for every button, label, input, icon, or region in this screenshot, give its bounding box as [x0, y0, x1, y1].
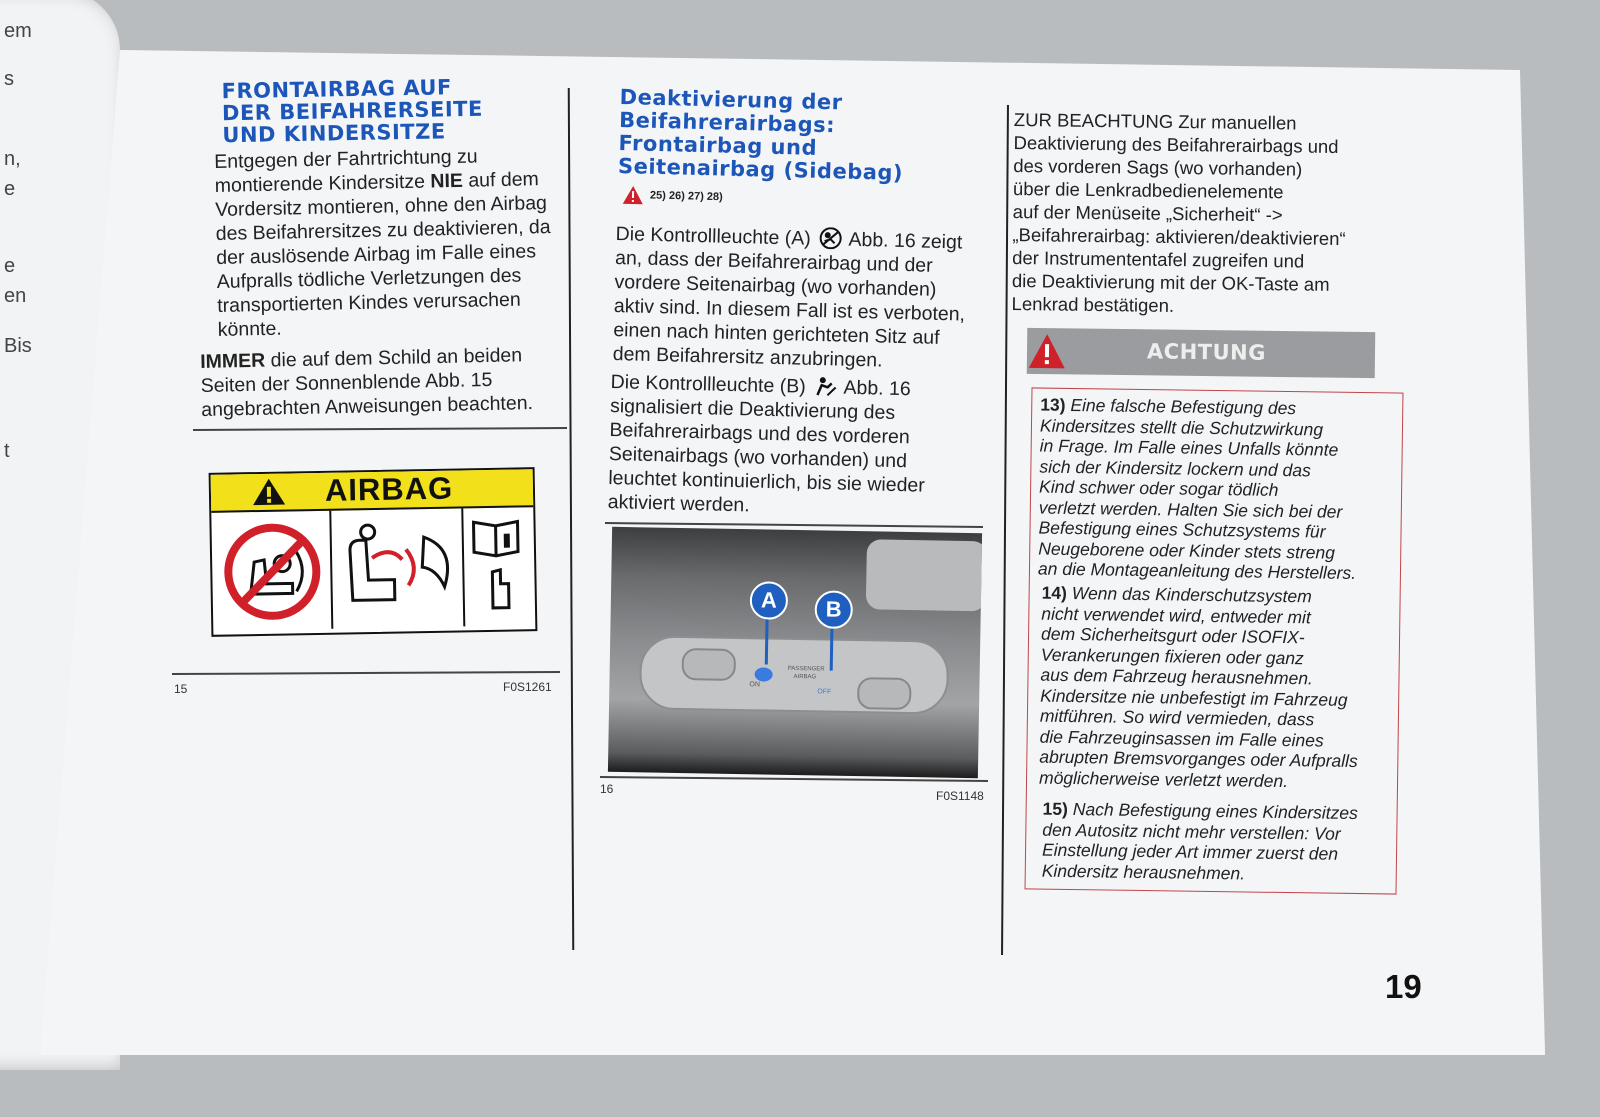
text-line: der auslösende Airbag im Falle eines: [216, 240, 537, 269]
text-line: Die Kontrollleuchte (A) Abb. 16 zeigt: [615, 222, 963, 254]
text-line: Befestigung eines Schutzsystems für: [1038, 517, 1326, 542]
text-line: Einstellung jeder Art immer zuerst den: [1041, 839, 1339, 864]
text-line: Lenkrad bestätigen.: [1011, 292, 1175, 316]
page-number: 19: [1385, 968, 1422, 1005]
red-warning-triangle-icon: [622, 185, 644, 206]
text-line: verletzt werden. Halten Sie sich bei der: [1038, 497, 1343, 522]
col2-paragraph-2: [607, 370, 927, 522]
text-line: Vordersitz montieren, ohne den Airbag: [215, 192, 548, 221]
text-line: aktiv sind. In diesem Fall ist es verboten,: [613, 294, 966, 326]
text-line: 13) Eine falsche Befestigung des: [1040, 394, 1297, 419]
text-line: der Instrumententafel zugreifen und: [1012, 246, 1305, 272]
airbag-label: AIRBAG: [793, 673, 817, 681]
edge-fragment: e: [4, 178, 16, 200]
overhead-console-photo: [608, 527, 982, 778]
edge-fragment: n,: [4, 148, 21, 170]
text-line: an, dass der Beifahrerairbag und der: [614, 246, 933, 277]
col1-paragraph-2: [200, 343, 533, 422]
text-line: signalisiert die Deaktivierung des: [609, 394, 896, 424]
figure-number: 15: [174, 682, 188, 696]
text-line: aus dem Fahrzeug herausnehmen.: [1040, 664, 1314, 689]
book-manual-icon: [463, 507, 531, 626]
achtung-title: ACHTUNG: [1146, 339, 1267, 365]
airbag-on-lamp: [754, 667, 772, 681]
col2-heading: [618, 86, 905, 185]
text-line: Kind schwer oder sogar tödlich: [1038, 476, 1279, 500]
text-line: ZUR BEACHTUNG Zur manuellen: [1013, 108, 1297, 134]
marker-a: A: [750, 581, 789, 620]
no-rear-facing-seat-cell: [211, 511, 333, 631]
red-warning-triangle-icon: [1027, 332, 1067, 370]
warning-14: [1039, 583, 1360, 792]
text-line: vordere Seitenairbag (wo vorhanden): [614, 270, 937, 301]
warning-box: [1025, 387, 1404, 894]
text-line: Seitenairbags (wo vorhanden) und: [608, 442, 908, 473]
label-title: AIRBAG: [324, 470, 454, 508]
text-line: sich der Kindersitz lockern und das: [1039, 456, 1311, 480]
airbag-deploy-icon: [331, 508, 463, 628]
text-line: an die Montageanleitung des Herstellers.: [1037, 558, 1357, 583]
figure-code: F0S1148: [936, 789, 984, 803]
warning-triangle-icon: [251, 476, 288, 507]
figure-number: 16: [600, 782, 614, 796]
passenger-label: PASSENGER: [787, 665, 825, 673]
text-line: auf der Menüseite „Sicherheit“ ->: [1012, 200, 1283, 226]
text-line: leuchtet kontinuierlich, bis sie wieder: [608, 466, 926, 497]
text-line: die Fahrzeuginsassen im Falle eines: [1039, 726, 1324, 751]
text-line: Entgegen der Fahrtrichtung zu: [214, 145, 478, 173]
edge-fragment: en: [4, 285, 27, 307]
edge-fragment: e: [4, 255, 16, 277]
col1-heading-line: FRONTAIRBAG AUF: [221, 75, 452, 104]
text-line: montierende Kindersitze NIE auf dem: [214, 168, 540, 197]
text-line: Neugeborene oder Kinder stets streng: [1038, 538, 1336, 563]
off-lamp-label: OFF: [817, 688, 832, 696]
sos-button: [682, 648, 737, 681]
text-line: aktiviert werden.: [607, 490, 750, 517]
warning-ref-numbers: 25) 26) 27) 28): [649, 189, 723, 204]
marker-b: B: [814, 590, 853, 629]
edge-fragment: s: [4, 68, 14, 90]
no-rear-facing-child-seat-icon: [211, 511, 331, 631]
text-line: dem Sicherheitsgurt oder ISOFIX-: [1040, 623, 1305, 648]
col2-heading-line: Frontairbag und: [618, 130, 818, 160]
airbag-on-indicator-icon: [818, 227, 843, 250]
col1-heading-line: UND KINDERSITZE: [222, 119, 446, 148]
text-line: über die Lenkradbedienelemente: [1012, 177, 1284, 203]
text-line: des Beifahrersitzes zu deaktivieren, da: [215, 215, 551, 245]
warning-references: [622, 185, 723, 207]
text-line: Verankerungen fixieren oder ganz: [1040, 644, 1304, 668]
edge-fragment: Bis: [4, 335, 32, 357]
col1-paragraph-1: [214, 143, 553, 342]
text-line: in Frage. Im Falle eines Unfalls könnte: [1039, 435, 1339, 460]
text-line: könnte.: [217, 317, 282, 341]
col1-heading-line: DER BEIFAHRERSEITE: [221, 96, 484, 126]
text-line: mitführen. So wird vermieden, dass: [1039, 705, 1315, 730]
achtung-banner: [1027, 328, 1376, 378]
text-line: transportierten Kindes verursachen: [217, 288, 521, 317]
text-line: Aufpralls tödliche Verletzungen des: [216, 264, 522, 293]
text-line: IMMER die auf dem Schild an beiden: [200, 344, 523, 373]
text-line: einen nach hinten gerichteten Sitz auf: [613, 318, 940, 349]
text-line: nicht verwendet wird, entweder mit: [1041, 603, 1311, 627]
text-line: abrupten Bremsvorganges oder Aufpralls: [1039, 746, 1358, 772]
figure-code: F0S1261: [503, 680, 552, 694]
console-light-panel: [866, 539, 982, 611]
text-line: des vorderen Sags (wo vorhanden): [1013, 154, 1303, 180]
text-line: Kindersitz herausnehmen.: [1041, 860, 1246, 883]
airbag-deploy-cell: [331, 508, 465, 628]
read-manual-cell: [463, 507, 531, 626]
col1-heading: [221, 76, 483, 147]
text-line: die Deaktivierung mit der OK-Taste am: [1011, 269, 1330, 295]
on-lamp-label: ON: [749, 681, 760, 689]
note-zur-beachtung: [1011, 108, 1347, 319]
text-line: Kindersitzes stellt die Schutzwirkung: [1039, 415, 1324, 440]
text-line: Die Kontrollleuchte (B) Abb. 16: [610, 370, 911, 401]
text-line: Deaktivierung des Beifahrerairbags und: [1013, 131, 1339, 157]
edge-fragment: t: [4, 440, 10, 462]
col2-heading-line: Beifahrerairbags:: [618, 107, 836, 138]
edge-fragment: em: [4, 20, 32, 42]
warning-13: [1038, 395, 1359, 584]
text-line: 15) Nach Befestigung eines Kindersitzes: [1042, 798, 1358, 824]
airbag-warning-label: [209, 467, 538, 637]
col2-paragraph-1: [612, 222, 967, 375]
text-line: Seiten der Sonnenblende Abb. 15: [200, 368, 493, 397]
text-line: angebrachten Anweisungen beachten.: [201, 392, 534, 421]
airbag-off-indicator-icon: [813, 375, 838, 398]
label-header: [211, 469, 534, 513]
text-line: Kindersitze nie unbefestigt im Fahrzeug: [1040, 685, 1348, 710]
text-line: dem Beifahrersitz anzubringen.: [612, 342, 883, 372]
text-line: Beifahrerairbags und des vorderen: [609, 418, 910, 449]
text-line: 14) Wenn das Kinderschutzsystem: [1041, 582, 1312, 607]
right-console-button: [857, 677, 912, 710]
text-line: den Autositz nicht mehr verstellen: Vor: [1042, 819, 1341, 844]
text-line: möglicherweise verletzt werden.: [1038, 767, 1289, 791]
col2-heading-line: Seitenairbag (Sidebag): [617, 153, 904, 185]
warning-15: [1042, 799, 1358, 885]
text-line: „Beifahrerairbag: aktivieren/deaktivieren“: [1012, 223, 1346, 250]
col2-heading-line: Deaktivierung der: [619, 85, 843, 115]
